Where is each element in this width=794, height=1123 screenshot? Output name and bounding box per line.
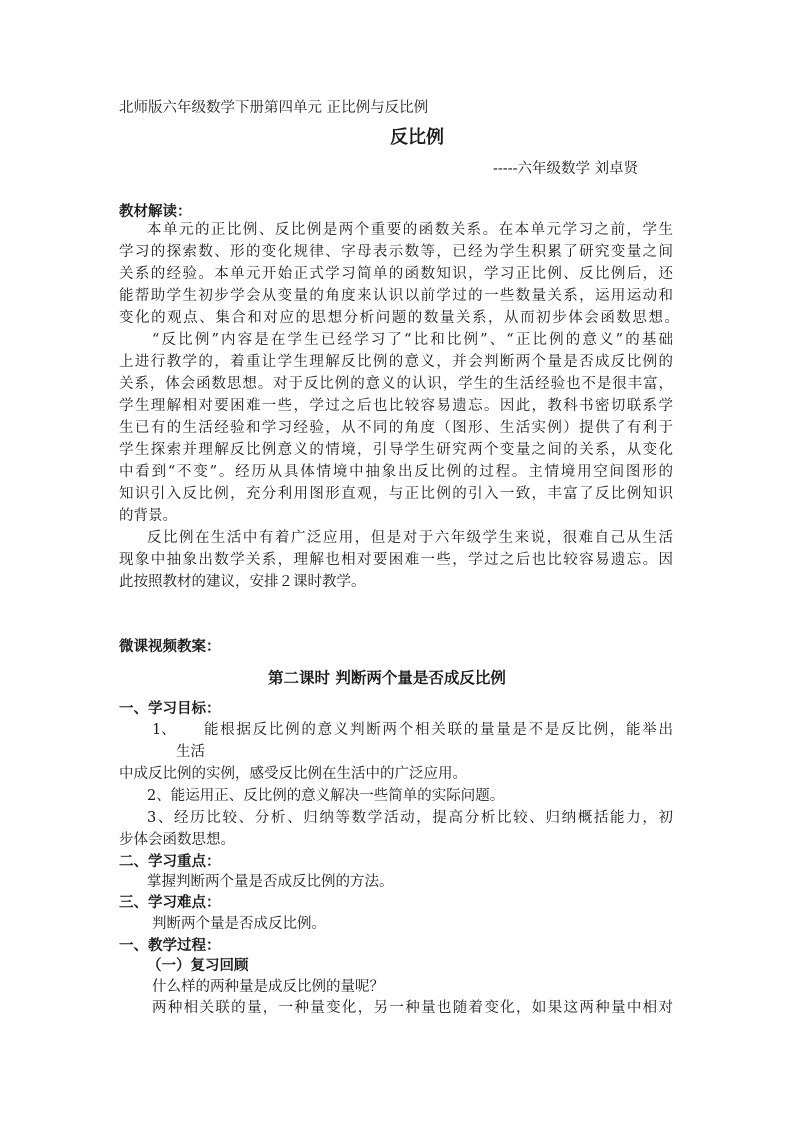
key-points-text: 掌握判断两个量是否成反比例的方法。 (147, 874, 394, 890)
paragraph-line: 变化的观点、集合和对应的思想分析问题的数量关系，从而初步体会函数思想。 (119, 310, 679, 326)
paragraph-line: 本单元的正比例、反比例是两个重要的函数关系。在本单元学习之前，学生 (147, 222, 673, 238)
course-line: 北师版六年级数学下册第四单元 正比例与反比例 (119, 100, 429, 116)
goal-2: 2、能运用正、反比例的意义解决一些简单的实际问题。 (147, 788, 505, 804)
paragraph-line: 的背景。 (119, 508, 177, 524)
paragraph-line: 学习的探索数、形的变化规律、字母表示数等，已经为学生积累了研究变量之间 (119, 244, 673, 260)
process-heading: 一、教学过程： (119, 937, 221, 954)
author-line: -----六年级数学 刘卓贤 (493, 161, 639, 177)
goal-3-line-2: 步体会函数思想。 (119, 832, 235, 848)
goal-1-continuation: 中成反比例的实例，感受反比例在生活中的广泛应用。 (119, 766, 467, 782)
paragraph-line: 生已有的生活经验和学习经验，从不同的角度（图形、生活实例）提供了有利于 (119, 420, 673, 436)
goals-heading: 一、学习目标： (119, 700, 221, 717)
difficulty-text: 判断两个量是否成反比例。 (152, 916, 326, 932)
paragraph-line: 此按照教材的建议，安排２课时教学。 (119, 574, 366, 590)
paragraph-line: 能帮助学生初步学会从变量的角度来认识以前学过的一些数量关系，运用运动和 (119, 288, 673, 304)
difficulty-heading: 三、学习难点： (119, 894, 221, 911)
paragraph-line: 学生理解相对要困难一些，学过之后也比较容易遗忘。因此，教科书密切联系学 (119, 398, 673, 414)
paragraph-line: 现象中抽象出数学关系，理解也相对要困难一些，学过之后也比较容易遗忘。因 (119, 552, 673, 568)
key-points-heading: 二、学习重点： (119, 853, 221, 870)
paragraph-line: 关系，体会函数思想。对于反比例的意义的认识，学生的生活经验也不是很丰富， (119, 376, 673, 392)
micro-lesson-heading: 微课视频教案： (119, 638, 221, 655)
paragraph-line: “反比例”内容是在学生已经学习了“比和比例”、“正比例的意义”的基础 (152, 332, 673, 348)
page-title: 反比例 (390, 127, 444, 148)
review-question: 什么样的两种量是成反比例的量呢？ (152, 979, 384, 995)
textbook-reading-heading: 教材解读： (119, 203, 192, 220)
goal-1-number: 1、 (152, 722, 176, 738)
paragraph-line: 知识引入反比例，充分利用图形直观，与正比例的引入一致，丰富了反比例知识 (119, 486, 673, 502)
goal-1-wrap: 生活 (176, 744, 205, 760)
paragraph-line: 关系的经验。本单元开始正式学习简单的函数知识，学习正比例、反比例后，还 (119, 266, 673, 282)
paragraph-line: 反比例在生活中有着广泛应用，但是对于六年级学生来说，很难自己从生活 (147, 530, 673, 546)
goal-1-text: 能根据反比例的意义判断两个相关联的量量是不是反比例，能举出 (204, 722, 673, 738)
review-answer: 两种相关联的量，一种量变化，另一种量也随着变化，如果这两种量中相对 (152, 1000, 673, 1016)
review-heading: （一）复习回顾 (147, 957, 249, 974)
paragraph-line: 学生探索并理解反比例意义的情境，引导学生研究两个变量之间的关系，从变化 (119, 442, 673, 458)
paragraph-line: 中看到“不变”。经历从具体情境中抽象出反比例的过程。主情境用空间图形的 (119, 464, 673, 480)
goal-3-line-1: 3、经历比较、分析、归纳等数学活动，提高分析比较、归纳概括能力，初 (147, 810, 673, 826)
paragraph-line: 上进行教学的，着重让学生理解反比例的意义，并会判断两个量是否成反比例的 (119, 354, 673, 370)
lesson-title: 第二课时 判断两个量是否成反比例 (268, 668, 506, 687)
